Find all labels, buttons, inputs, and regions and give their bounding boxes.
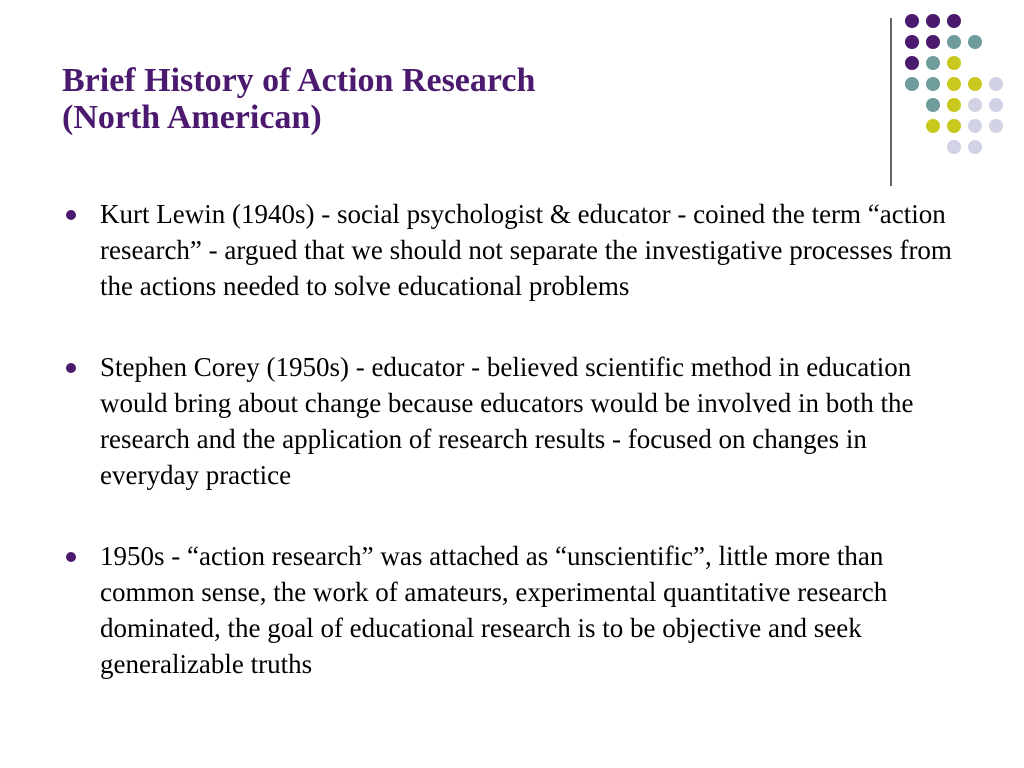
decorative-dot-icon bbox=[926, 56, 940, 70]
decorative-dot-icon bbox=[989, 77, 1003, 91]
bullet-item bbox=[62, 196, 972, 304]
decorative-dot-icon bbox=[968, 98, 982, 112]
decorative-dot-icon bbox=[989, 98, 1003, 112]
decorative-dot-icon bbox=[947, 56, 961, 70]
bullet-marker-icon bbox=[66, 363, 76, 373]
decorative-dot-icon bbox=[947, 14, 961, 28]
bullet-list bbox=[62, 196, 972, 682]
decorative-dot-icon bbox=[968, 77, 982, 91]
decorative-dot-grid bbox=[905, 14, 1005, 164]
decorative-dot-icon bbox=[905, 56, 919, 70]
decorative-dot-icon bbox=[947, 77, 961, 91]
decorative-dot-icon bbox=[926, 35, 940, 49]
bullet-text: Kurt Lewin (1940s) - social psychologist & educator - coined the term “action research” - argued that we should not separate the investigative processes from the actions needed to solve educational problems bbox=[100, 199, 952, 301]
decorative-dot-icon bbox=[947, 98, 961, 112]
decorative-dot-icon bbox=[926, 77, 940, 91]
bullet-marker-icon bbox=[66, 552, 76, 562]
decorative-dot-icon bbox=[926, 119, 940, 133]
decorative-dot-icon bbox=[905, 35, 919, 49]
decorative-dot-icon bbox=[947, 35, 961, 49]
bullet-item bbox=[62, 538, 972, 682]
title-line-1: Brief History of Action Research bbox=[62, 62, 536, 99]
decorative-dot-icon bbox=[968, 35, 982, 49]
bullet-item bbox=[62, 349, 972, 493]
bullet-text: Stephen Corey (1950s) - educator - believed scientific method in education would bring about change because educators would be involved in both the research and the application of research results - focused on changes in everyday practice bbox=[100, 352, 914, 490]
decorative-dot-icon bbox=[905, 14, 919, 28]
decorative-dot-icon bbox=[926, 14, 940, 28]
decorative-dot-icon bbox=[926, 98, 940, 112]
bullet-text: 1950s - “action research” was attached as “unscientific”, little more than common sense, the work of amateurs, experimental quantitative research dominated, the goal of educational research is to be objective and seek generalizable truths bbox=[100, 541, 888, 679]
divider-line bbox=[890, 18, 892, 186]
decorative-dot-icon bbox=[905, 77, 919, 91]
decorative-dot-icon bbox=[947, 140, 961, 154]
decorative-dot-icon bbox=[968, 119, 982, 133]
title-line-2: (North American) bbox=[62, 99, 322, 136]
decorative-dot-icon bbox=[947, 119, 961, 133]
slide-title bbox=[62, 62, 862, 136]
bullet-marker-icon bbox=[66, 210, 76, 220]
decorative-dot-icon bbox=[968, 140, 982, 154]
decorative-dot-icon bbox=[989, 119, 1003, 133]
